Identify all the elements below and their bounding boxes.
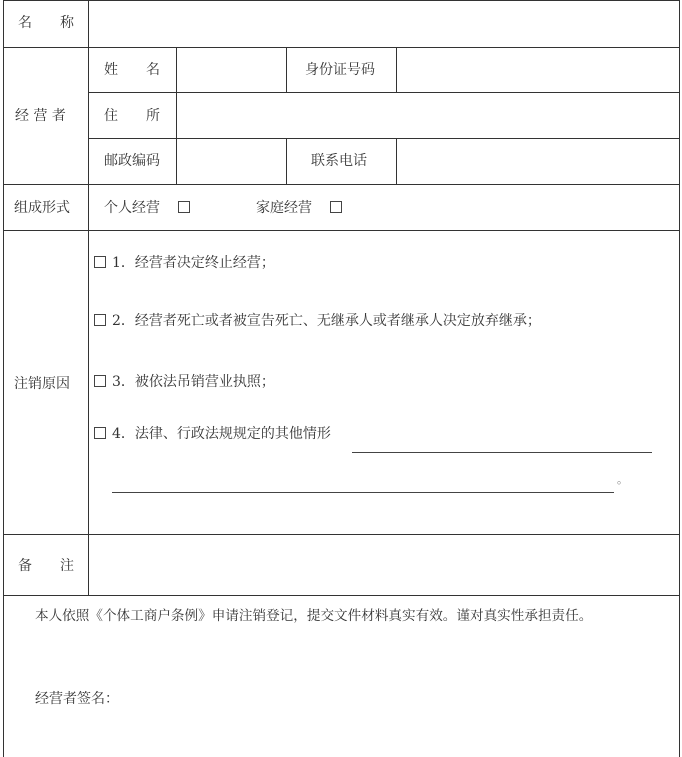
remarks-field[interactable] (90, 536, 678, 594)
operator-label: 经 营 者 (15, 108, 66, 124)
column-divider (176, 47, 177, 184)
declaration-text: 本人依照《个体工商户条例》申请注销登记，提交文件材料真实有效。谨对真实性承担责任。 (35, 608, 593, 624)
cancel-reason-item[interactable] (94, 311, 541, 331)
cancel-reason-text: 3．被依法吊销营业执照； (112, 374, 275, 390)
row-divider (3, 0, 680, 1)
phone-label: 联系电话 (311, 153, 367, 169)
address-label: 住 所 (104, 108, 160, 124)
column-divider (286, 47, 287, 92)
name-field[interactable] (90, 2, 678, 46)
checkbox[interactable] (330, 201, 342, 213)
operator-name-label: 姓 名 (104, 62, 160, 78)
cancel-reason-text: 4．法律、行政法规规定的其他情形 (112, 426, 331, 442)
signature-field[interactable] (130, 684, 430, 714)
checkbox[interactable] (94, 256, 106, 268)
row-divider (3, 230, 680, 231)
org-form-label: 组成形式 (14, 200, 70, 216)
checkbox[interactable] (94, 427, 106, 439)
other-reason-underline[interactable] (112, 492, 614, 493)
cancel-reason-label: 注销原因 (14, 376, 70, 392)
org-form-option-family[interactable] (256, 198, 342, 218)
row-divider (3, 534, 680, 535)
postcode-field[interactable] (178, 140, 284, 183)
cancel-reason-item[interactable] (94, 253, 275, 273)
checkbox[interactable] (178, 201, 190, 213)
other-reason-underline[interactable] (352, 452, 652, 453)
checkbox[interactable] (94, 375, 106, 387)
org-form-option-personal[interactable] (104, 198, 190, 218)
cancel-reason-text: 2．经营者死亡或者被宣告死亡、无继承人或者继承人决定放弃继承； (112, 313, 541, 329)
operator-name-field[interactable] (178, 49, 284, 91)
name-label: 名 称 (18, 15, 74, 31)
column-divider (286, 138, 287, 184)
column-divider (88, 0, 89, 595)
checkbox[interactable] (94, 314, 106, 326)
signature-label: 经营者签名： (35, 691, 119, 707)
column-divider (396, 138, 397, 184)
id-number-field[interactable] (398, 49, 678, 91)
cancel-reason-text: 1．经营者决定终止经营； (112, 255, 275, 271)
address-field[interactable] (178, 94, 678, 137)
remarks-label: 备 注 (18, 558, 74, 574)
cancel-reason-item[interactable] (94, 372, 275, 392)
option-label: 个人经营 (104, 200, 160, 216)
option-label: 家庭经营 (256, 200, 312, 216)
row-divider (3, 595, 680, 596)
id-number-label: 身份证号码 (305, 62, 375, 78)
row-divider (3, 184, 680, 185)
column-divider (396, 47, 397, 92)
cancel-reason-item[interactable] (94, 424, 331, 444)
row-divider (3, 47, 680, 48)
phone-field[interactable] (398, 140, 678, 183)
trailing-period: 。 (617, 473, 628, 486)
postcode-label: 邮政编码 (104, 153, 160, 169)
